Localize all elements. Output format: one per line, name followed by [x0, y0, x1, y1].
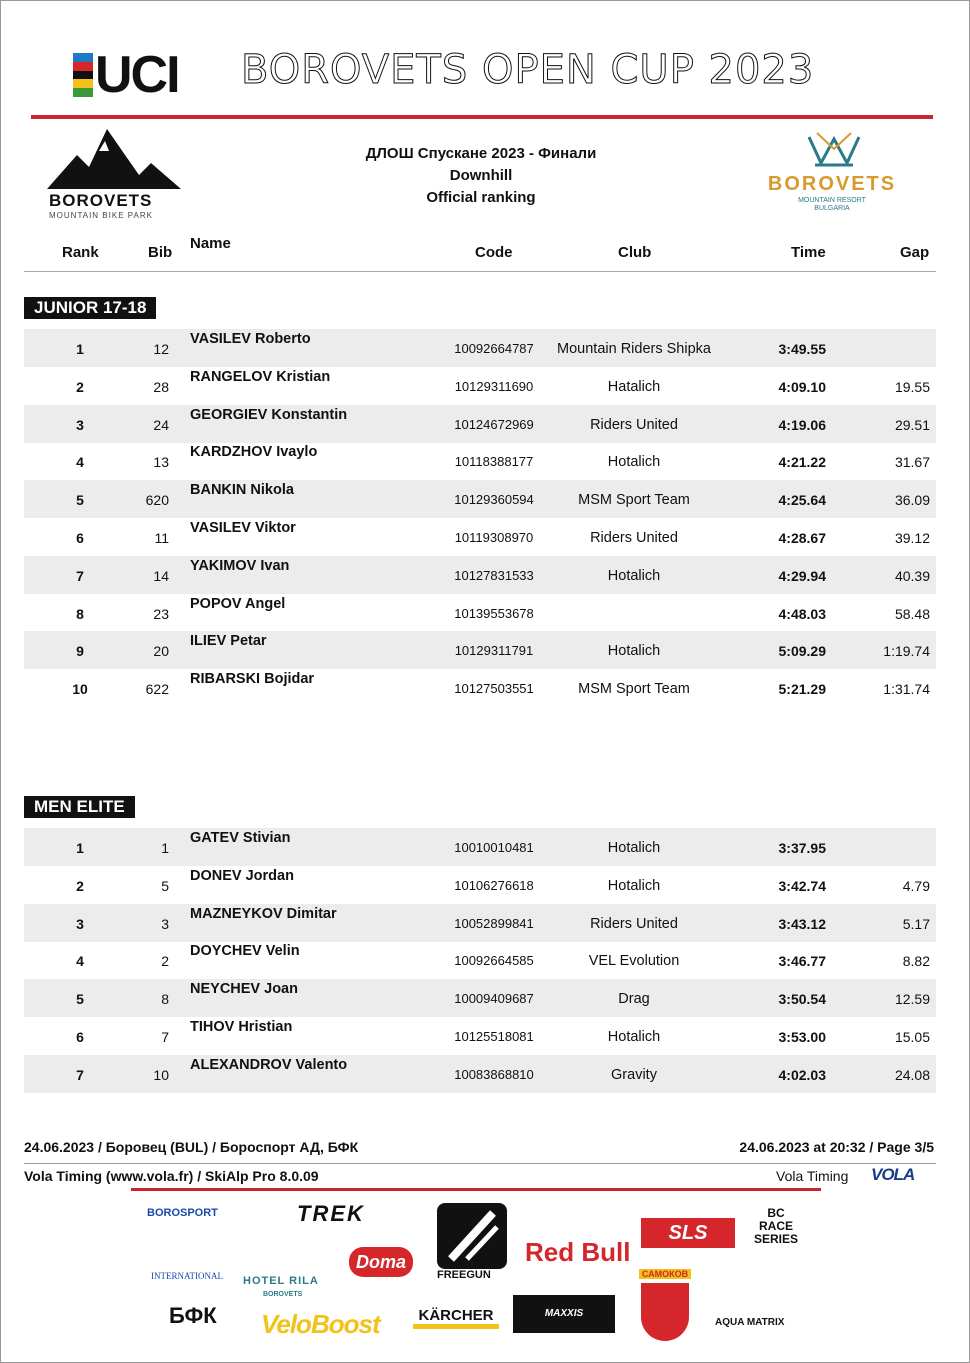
cell-rank: 6: [76, 530, 84, 546]
cell-rank: 4: [76, 953, 84, 970]
crown-icon: [751, 129, 917, 169]
header-divider: [31, 115, 933, 119]
cell-code: 10119308970: [454, 530, 534, 545]
cell-rank: 3: [76, 915, 84, 932]
cell-gap: 12.59: [894, 991, 930, 1008]
uci-logo: [73, 46, 179, 104]
result-row: [24, 669, 936, 707]
cell-club: Hotalich: [607, 1029, 661, 1045]
cell-gap: 4.79: [902, 877, 930, 894]
samokov-crest-icon: [641, 1283, 689, 1341]
cell-club: Hatalich: [607, 378, 661, 395]
result-row: [24, 442, 936, 480]
cell-bib: 13: [153, 454, 169, 471]
cell-gap: 29.51: [894, 416, 930, 433]
cell-gap: 24.08: [894, 1066, 930, 1083]
cell-gap: 31.67: [894, 454, 930, 471]
uci-logo-text: UCI: [95, 46, 179, 104]
cell-bib: 20: [153, 643, 169, 660]
cell-code: 10129311690: [454, 378, 534, 394]
cell-time: 3:53.00: [778, 1029, 826, 1045]
cell-club: Hotalich: [607, 643, 661, 660]
left-logo-brand: BOROVETS: [49, 191, 153, 210]
col-bib: Bib: [148, 244, 173, 261]
cell-rank: 10: [72, 681, 88, 698]
cell-rank: 5: [76, 991, 84, 1008]
sponsor-veloboost: VeloBoost: [261, 1309, 380, 1339]
cell-club: Drag: [618, 991, 650, 1008]
freegun-icon: [437, 1203, 507, 1269]
cell-name: MAZNEYKOV Dimitar: [190, 905, 337, 922]
category-label: JUNIOR 17-18: [24, 297, 156, 319]
col-gap: Gap: [900, 244, 930, 261]
cell-code: 10092664787: [454, 341, 534, 356]
cell-bib: 622: [145, 681, 169, 698]
header-rule: [24, 271, 936, 272]
result-row: [24, 941, 936, 979]
cell-time: 4:25.64: [778, 492, 826, 509]
cell-gap: 15.05: [894, 1029, 930, 1045]
cell-name: ILIEV Petar: [190, 633, 267, 650]
cell-gap: 40.39: [894, 567, 930, 584]
sponsor-freegun: FREEGUN: [437, 1269, 491, 1281]
cell-bib: 8: [161, 991, 169, 1008]
cell-name: DOYCHEV Velin: [190, 943, 300, 960]
cell-rank: 8: [76, 605, 84, 622]
cell-code: 10127503551: [454, 681, 534, 697]
cell-gap: 1:31.74: [883, 681, 930, 698]
result-row: [24, 594, 936, 632]
cell-rank: 6: [76, 1029, 84, 1045]
right-logo-brand: BOROVETS: [767, 173, 897, 195]
cell-club: Riders United: [590, 416, 678, 433]
cell-rank: 4: [76, 454, 84, 471]
sponsor-samokov: САМОКОВ: [639, 1269, 691, 1279]
cell-name: RANGELOV Kristian: [190, 368, 331, 385]
cell-name: KARDZHOV Ivaylo: [190, 444, 318, 461]
cell-rank: 9: [76, 643, 84, 660]
cell-bib: 23: [153, 605, 169, 622]
cell-time: 3:37.95: [778, 840, 826, 856]
cell-rank: 5: [76, 492, 84, 509]
cell-club: Hotalich: [607, 840, 661, 856]
uci-rainbow-stripes: [73, 53, 93, 97]
cell-gap: 1:19.74: [883, 643, 930, 660]
cell-bib: 12: [153, 341, 169, 357]
cell-time: 5:09.29: [778, 643, 826, 660]
result-row: [24, 979, 936, 1017]
result-row: [24, 556, 936, 594]
result-row: [24, 367, 936, 405]
cell-bib: 11: [154, 530, 169, 546]
sponsor-doma: Doma: [349, 1247, 413, 1277]
sponsor-international: INTERNATIONAL: [151, 1271, 223, 1281]
cell-code: 10125518081: [454, 1029, 534, 1044]
sponsor-trek: TREK: [297, 1201, 365, 1226]
footer-red-rule: [131, 1188, 821, 1191]
cell-rank: 1: [76, 341, 84, 357]
cell-bib: 620: [145, 492, 169, 509]
category-label: MEN ELITE: [24, 796, 135, 818]
footer-timing: Vola Timing: [776, 1168, 849, 1184]
cell-club: Mountain Riders Shipka: [557, 341, 711, 357]
footer-rule: [24, 1163, 936, 1164]
col-code: Code: [475, 244, 513, 261]
col-rank: Rank: [62, 244, 99, 261]
cell-name: RIBARSKI Bojidar: [190, 671, 315, 688]
cell-club: Riders United: [590, 530, 678, 546]
cell-time: 4:48.03: [778, 605, 826, 622]
cell-time: 3:42.74: [778, 877, 826, 894]
cell-code: 10129360594: [454, 492, 534, 508]
result-row: [24, 329, 936, 367]
sponsor-redbull: Red Bull: [525, 1237, 631, 1267]
cell-club: Gravity: [611, 1066, 657, 1083]
footer-event-info: 24.06.2023 / Боровец (BUL) / Бороспорт АД, БФК: [24, 1139, 359, 1155]
cell-club: Riders United: [590, 915, 678, 932]
sponsor-hotel-rila: HOTEL RILA: [243, 1275, 319, 1287]
sponsor-hotel-rila-sub: BOROVETS: [263, 1291, 303, 1298]
cell-rank: 2: [76, 378, 84, 395]
cell-bib: 2: [161, 953, 169, 970]
col-time: Time: [791, 244, 826, 261]
footer-software: Vola Timing (www.vola.fr) / SkiAlp Pro 8.0.09: [24, 1168, 319, 1184]
cell-time: 5:21.29: [778, 681, 826, 698]
cell-gap: 58.48: [894, 605, 930, 622]
cell-code: 10092664585: [454, 953, 534, 969]
cell-name: ALEXANDROV Valento: [190, 1056, 348, 1073]
cell-name: POPOV Angel: [190, 595, 286, 612]
cell-gap: 36.09: [894, 492, 930, 509]
cell-name: GEORGIEV Konstantin: [190, 406, 348, 423]
mountain-icon: [47, 127, 183, 191]
sponsor-sls: SLS: [641, 1218, 735, 1248]
sponsor-maxxis: MAXXIS: [513, 1295, 615, 1333]
result-row: [24, 480, 936, 518]
cell-club: Hotalich: [607, 454, 661, 471]
cell-rank: 3: [76, 416, 84, 433]
cell-time: 4:28.67: [778, 530, 826, 546]
sponsor-bc-race: BC RACE SERIES: [753, 1206, 798, 1246]
right-logo-sub1: MOUNTAIN RESORT: [798, 197, 866, 204]
cell-code: 10083868810: [454, 1066, 534, 1082]
cell-gap: 39.12: [894, 530, 930, 546]
event-title: BOROVETS OPEN CUP 2023: [241, 47, 815, 93]
cell-rank: 1: [76, 840, 84, 856]
cell-club: Hotalich: [607, 567, 661, 584]
cell-gap: 5.17: [902, 915, 930, 932]
race-name: ДЛОШ Спускане 2023 - Финали: [365, 145, 597, 162]
vola-logo: VOLA: [871, 1165, 915, 1184]
cell-time: 3:49.55: [778, 341, 826, 357]
col-club: Club: [618, 244, 652, 261]
cell-code: 10139553678: [454, 605, 534, 621]
cell-code: 10010010481: [454, 840, 534, 855]
col-name: Name: [190, 235, 231, 252]
cell-name: BANKIN Nikola: [190, 482, 294, 499]
cell-code: 10129311791: [454, 643, 534, 659]
cell-code: 10106276618: [454, 877, 534, 893]
cell-bib: 28: [153, 378, 169, 395]
cell-time: 4:02.03: [778, 1066, 826, 1083]
cell-code: 10127831533: [454, 567, 534, 583]
cell-gap: 19.55: [894, 378, 930, 395]
cell-bib: 10: [153, 1066, 169, 1083]
result-row: [24, 828, 936, 866]
cell-bib: 24: [153, 416, 169, 433]
cell-code: 10009409687: [454, 991, 534, 1007]
cell-name: VASILEV Roberto: [190, 331, 311, 347]
left-logo-sub: MOUNTAIN BIKE PARK: [49, 211, 153, 220]
cell-name: TIHOV Hristian: [190, 1019, 293, 1035]
cell-bib: 14: [153, 567, 169, 584]
footer-page-info: 24.06.2023 at 20:32 / Page 3/5: [739, 1139, 934, 1155]
cell-club: MSM Sport Team: [578, 492, 690, 509]
cell-time: 3:50.54: [778, 991, 826, 1008]
cell-code: 10124672969: [454, 416, 534, 432]
cell-name: YAKIMOV Ivan: [190, 557, 290, 574]
cell-rank: 7: [76, 1066, 84, 1083]
borovets-bike-park-logo: [47, 127, 183, 223]
borovets-resort-logo: [749, 129, 919, 219]
cell-name: DONEV Jordan: [190, 867, 294, 884]
sponsor-bfk: БФК: [169, 1303, 217, 1328]
cell-club: VEL Evolution: [588, 953, 680, 970]
result-row: [24, 904, 936, 942]
cell-club: MSM Sport Team: [578, 681, 690, 698]
cell-rank: 2: [76, 877, 84, 894]
cell-club: Hotalich: [607, 877, 661, 894]
result-row: [24, 631, 936, 669]
cell-time: 3:46.77: [778, 953, 826, 970]
sponsor-aquamatrix: AQUA MATRIX: [715, 1317, 785, 1328]
cell-rank: 7: [76, 567, 84, 584]
cell-name: GATEV Stivian: [190, 830, 291, 846]
cell-time: 4:29.94: [778, 567, 826, 584]
cell-gap: 8.82: [902, 953, 930, 970]
sponsor-borosport: BOROSPORT: [147, 1207, 218, 1219]
cell-bib: 7: [161, 1029, 169, 1045]
race-title: [331, 143, 631, 209]
result-row: [24, 518, 936, 556]
right-logo-sub2: BULGARIA: [814, 205, 850, 212]
result-row: [24, 405, 936, 443]
cell-bib: 3: [161, 915, 169, 932]
cell-time: 4:09.10: [778, 378, 826, 395]
result-row: [24, 1017, 936, 1055]
cell-code: 10118388177: [454, 454, 534, 470]
cell-time: 4:21.22: [778, 454, 826, 471]
result-row: [24, 866, 936, 904]
ranking-type: Official ranking: [426, 189, 536, 206]
cell-time: 3:43.12: [778, 915, 826, 932]
cell-bib: 5: [161, 877, 169, 894]
cell-name: NEYCHEV Joan: [190, 981, 298, 998]
result-row: [24, 1055, 936, 1093]
cell-code: 10052899841: [454, 915, 534, 931]
race-discipline: Downhill: [449, 167, 513, 184]
cell-bib: 1: [161, 840, 169, 856]
cell-name: VASILEV Viktor: [190, 520, 296, 536]
cell-time: 4:19.06: [778, 416, 826, 433]
sponsor-karcher: KÄRCHER: [413, 1307, 499, 1329]
